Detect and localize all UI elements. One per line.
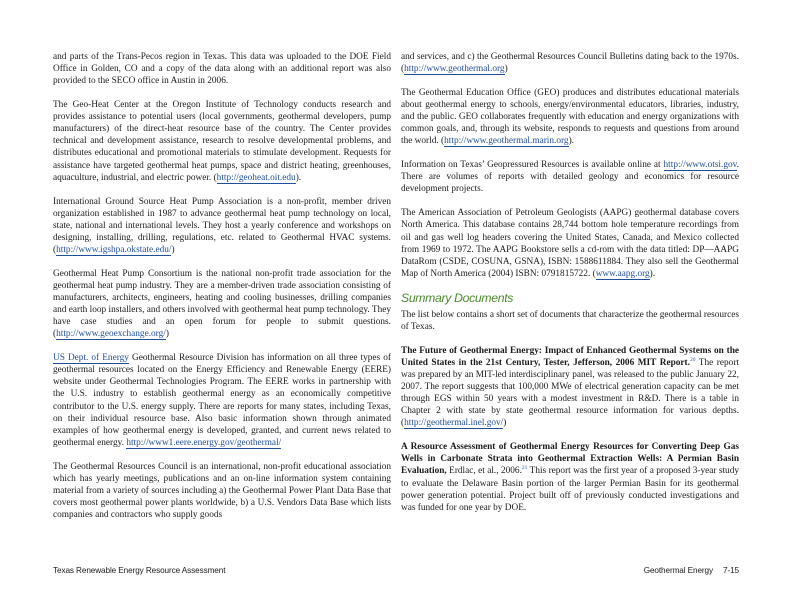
- page-number: 7-15: [723, 566, 739, 575]
- footer-doc-title: Texas Renewable Energy Resource Assessment: [53, 566, 226, 575]
- geoheat-link[interactable]: http://geoheat.oit.edu: [216, 172, 296, 183]
- paragraph-geopressured: Information on Texas’ Geopressured Resources is available online at http://www.otsi.gov. There are volumes of reports with detailed geology and economics for resource development projects.: [401, 160, 739, 195]
- paragraph-permian-report: A Resource Assessment of Geothermal Energy Resources for Converting Deep Gas Wells in Carbonate Strata into Geothermal Extraction Wells: A Permian Basin Evaluation, Erdlac, et al., 2006.21 This report was the first year of a proposed 3-year study to evaluate the Delaware Basin portion of the larger Permian Basin for its geothermal power generation potential. Project built off of previously conducted investigations and was funded for one year by DOE.: [401, 442, 739, 513]
- footnote-ref[interactable]: 21: [521, 465, 528, 472]
- footer-page-info: [644, 566, 739, 575]
- paragraph-geo-heat-center: The Geo-Heat Center at the Oregon Institute of Technology conducts research and provides assistance to potential users (local governments, geothermal developers, pump manufacturers) of the direct-heat resource base of the country. The Center provides technical and development assistance, research to resolve developmental problems, and distributes educational and promotional materials to stimulate development. Requests for assistance have targeted geothermal heat pumps, space and district heating, greenhouses, aquaculture, industrial, and electric power. (http://geoheat.oit.edu).: [53, 100, 391, 183]
- geothermal-marin-link[interactable]: http://www.geothermal.marin.org: [444, 136, 569, 147]
- permian-report-title: A Resource Assessment of Geothermal Energy Resources for Converting Deep Gas Wells in Carbonate Strata into Geothermal Extraction Wells: A Permian Basin Evaluation,: [401, 442, 739, 477]
- geothermal-org-link[interactable]: http://www.geothermal.org: [404, 64, 505, 75]
- paragraph: and parts of the Trans-Pecos region in Texas. This data was uploaded to the DOE Field Office in Golden, CO and a copy of the data along with an additional report was also provided to the SECO office in Austin in 2006.: [53, 52, 391, 87]
- left-column: [53, 51, 391, 533]
- footer-section-title: Geothermal Energy: [643, 566, 713, 575]
- paragraph-ghpc: Geothermal Heat Pump Consortium is the national non-profit trade association for the geothermal heat pump industry. They are a member-driven trade association consisting of manufacturers, architects, engineers, heating and cooling businesses, drilling companies and earth loop installers, and others involved with geothermal heat pump technology. They have case studies and an open forum for people to submit questions. (http://www.geoexchange.org/): [53, 268, 391, 340]
- section-heading: Summary Documents: [401, 290, 514, 305]
- paragraph-grc-cont: and services, and c) the Geothermal Resources Council Bulletins dating back to the 1970s. (http://www.geothermal.org): [401, 52, 739, 75]
- footnote-ref[interactable]: 20: [689, 356, 696, 363]
- paragraph-aapg: The American Association of Petroleum Geologists (AAPG) geothermal database covers North America. This database contains 28,744 bottom hole temperature recordings from oil and gas well log headers covering the United States, Canada, and Mexico collected from 1969 to 1972. The AAPG Bookstore sells a cd-rom with the data titled: DP—AAPG DataRom (CSDE, COSUNA, GSNA), ISBN: 1588611884. They also sell the Geothermal Map of North America (2004) ISBN: 0791815722. (www.aapg.org).: [401, 208, 739, 279]
- paragraph-summary-intro: The list below contains a short set of documents that characterize the geothermal resources of Texas.: [401, 309, 739, 332]
- geoexchange-link[interactable]: http://www.geoexchange.org/: [56, 329, 166, 340]
- eere-link[interactable]: http://www1.eere.energy.gov/geothermal/: [126, 437, 282, 448]
- mit-report-title: The Future of Geothermal Energy: Impact of Enhanced Geothermal Systems on the United States in the 21st Century, Tester, Jefferson, 2006 MIT Report.: [401, 345, 739, 368]
- otsi-link[interactable]: http://www.otsi.gov: [663, 160, 737, 171]
- us-dept-energy-link[interactable]: US Dept. of Energy: [53, 353, 129, 364]
- paragraph-igshpa: International Ground Source Heat Pump Association is a non-profit, member driven organization established in 1987 to advance geothermal heat pump technology on local, state, national and international levels. They host a yearly conference and workshops on designing, installing, drilling, regulations, etc. related to Geothermal HVAC systems. (http://www.igshpa.okstate.edu/): [53, 196, 391, 255]
- igshpa-link[interactable]: http://www.igshpa.okstate.edu/: [56, 244, 172, 255]
- paragraph-doe: US Dept. of Energy Geothermal Resource Division has information on all three types of geothermal resources located on the Energy Efficiency and Renewable Energy (EERE) website under Geothermal Technologies Program. The EERE works in partnership with the U.S. industry to establish geothermal energy as an economically competitive contributor to the U.S. energy supply. There are reports for many states, including Texas, on their individual resource base. Also basic information shown through animated examples of how geothermal energy is developed, granted, and current news related to geothermal energy. http://www1.eere.energy.gov/geothermal/: [53, 353, 391, 448]
- paragraph-grc: The Geothermal Resources Council is an international, non-profit educational association which has yearly meetings, publications and an on-line information system containing material from a variety of sources including a) the Geothermal Power Plant Data Base that covers most geothermal power plants worldwide, b) a U.S. Vendors Data Base which lists companies and contractors who supply goods: [53, 461, 391, 521]
- paragraph-geo: The Geothermal Education Office (GEO) produces and distributes educational materials about geothermal energy to schools, energy/environmental educators, libraries, industry, and the public. GEO collaborates frequently with education and energy organizations with common goals, and, through its website, responds to requests and questions from around the world. (http://www.geothermal.marin.org).: [401, 87, 739, 147]
- paragraph-mit-report: The Future of Geothermal Energy: Impact of Enhanced Geothermal Systems on the United States in the 21st Century, Tester, Jefferson, 2006 MIT Report.$^{20}$ The report was prepared by an MIT-led interdisciplinary panel, was released to the public January 22, 2007. The report suggests that 100,000 MWe of electrical generation capacity can be met through EGS within 50 years with a modest investment in R&D. There is a table in Chapter 2 with state by state geothermal resource information for various depths. (http://geothermal.inel.gov/): [401, 345, 739, 429]
- right-column: [401, 51, 739, 526]
- inel-link[interactable]: http://geothermal.inel.gov/: [404, 418, 504, 429]
- aapg-link[interactable]: www.aapg.org: [595, 268, 650, 279]
